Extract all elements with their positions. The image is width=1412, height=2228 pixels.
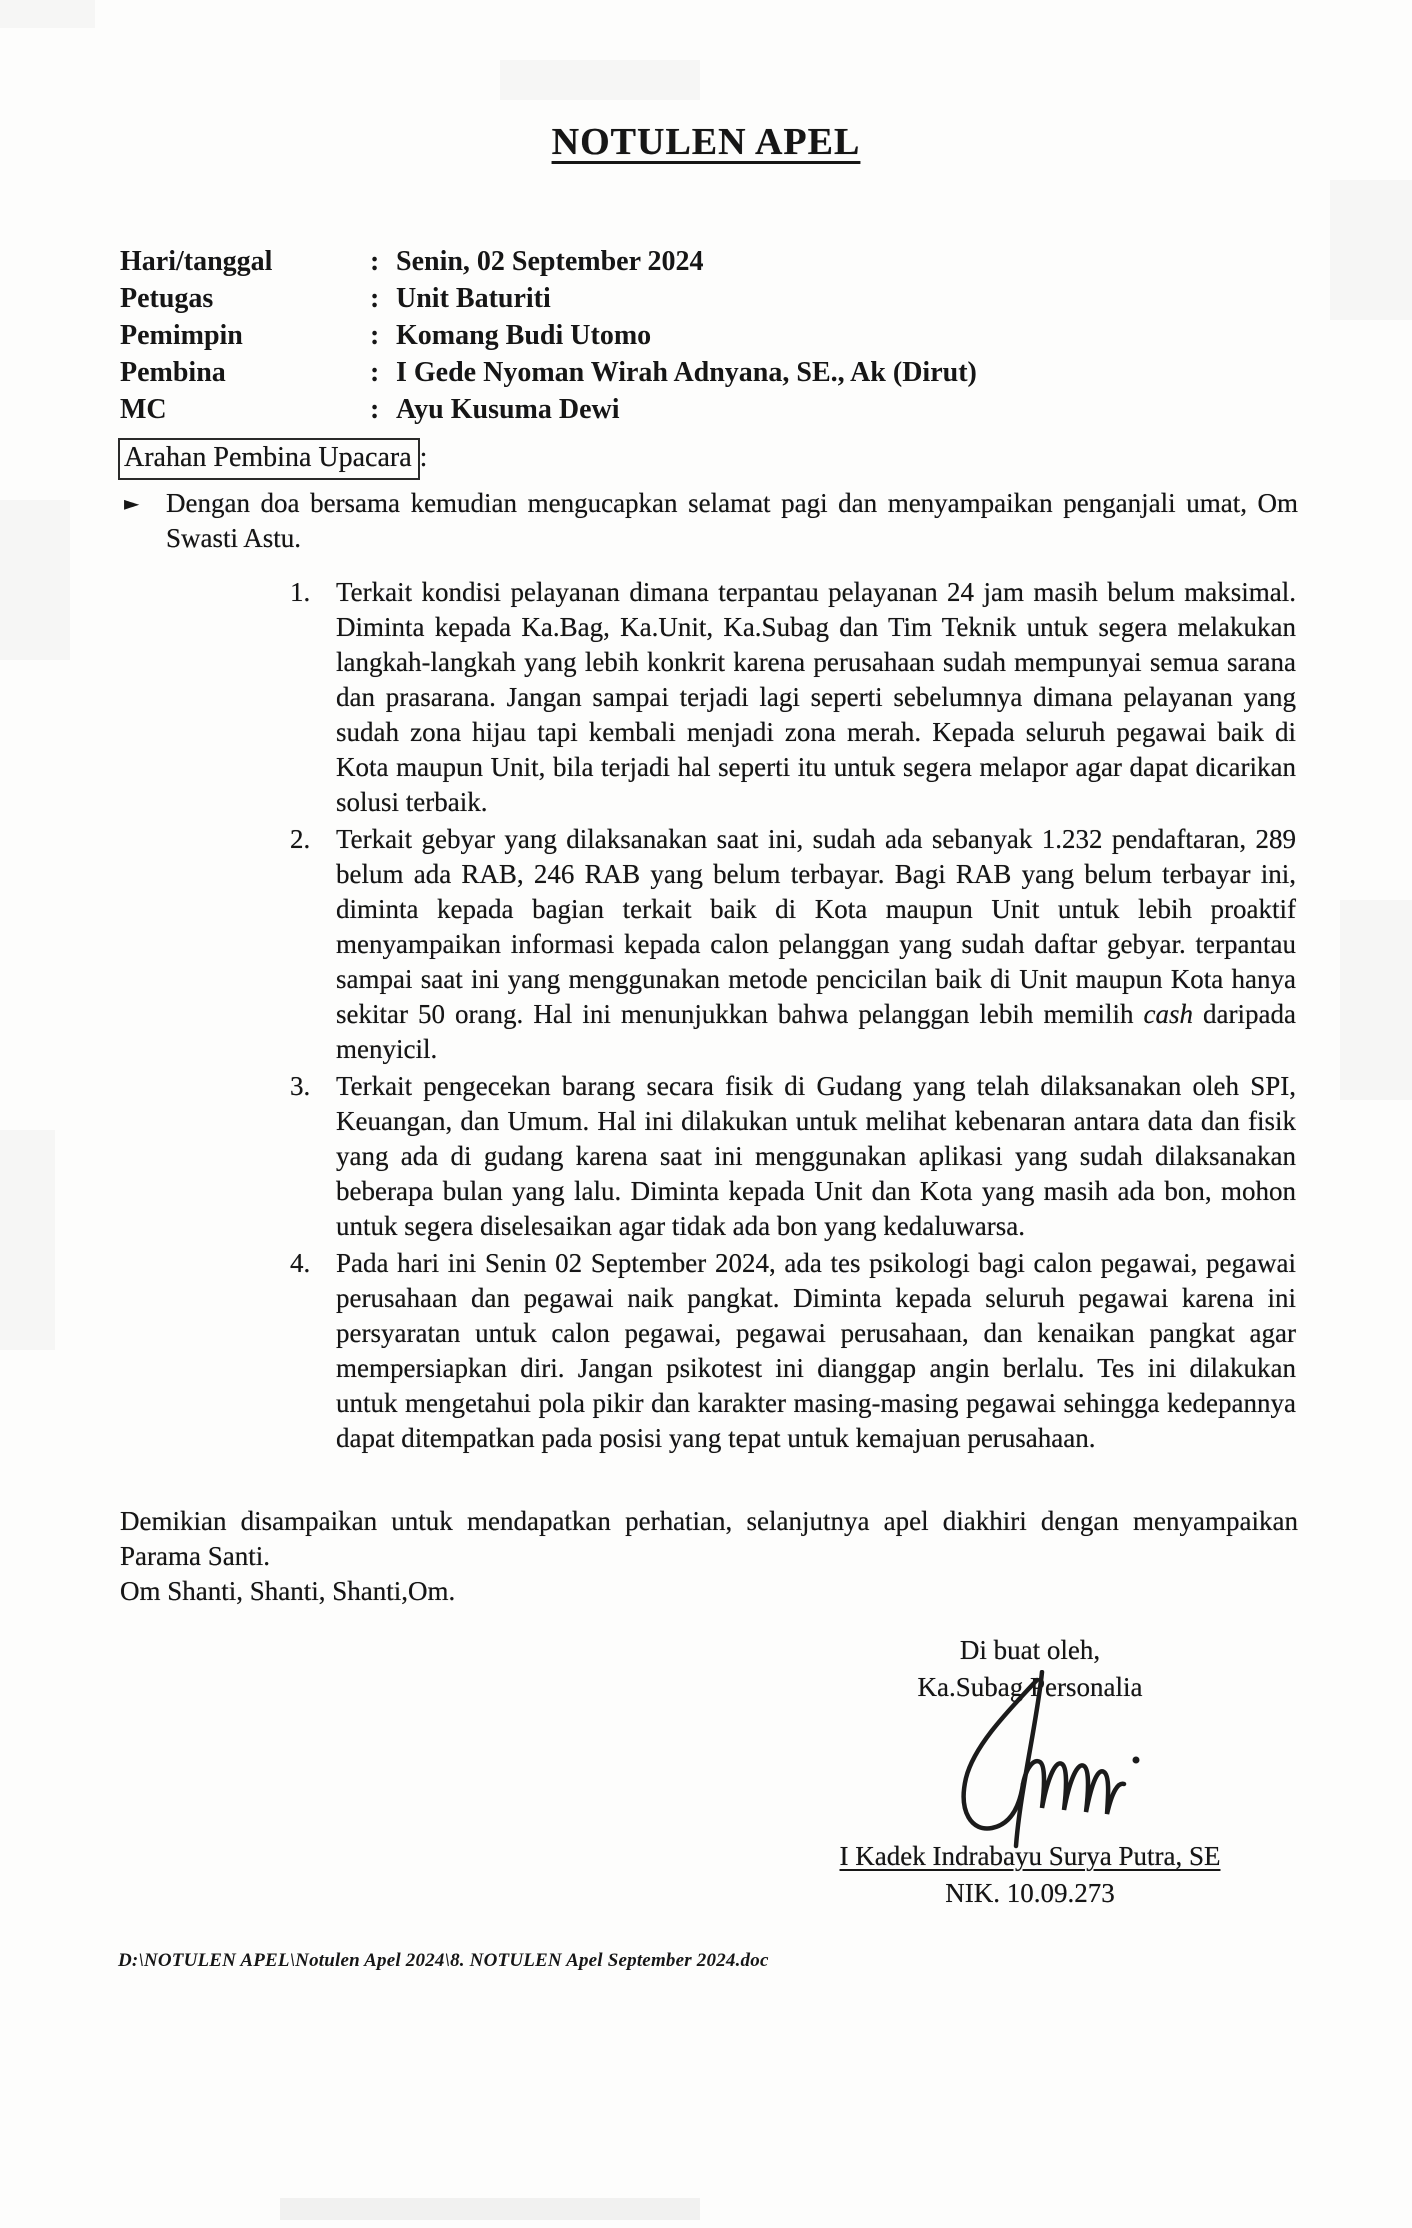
closing-paragraph: Demikian disampaikan untuk mendapatkan perhatian, selanjutnya apel diakhiri dengan menyampaikan Parama Santi. [120, 1506, 1298, 1571]
scan-artifact [1330, 180, 1412, 320]
point-text-segment: daripada menyicil. [336, 999, 1296, 1064]
meta-colon: : [370, 246, 380, 277]
signature-block [830, 1632, 1230, 1912]
meta-value: Unit Baturiti [396, 283, 551, 314]
section-heading-colon: : [419, 442, 428, 473]
point-3 [120, 1069, 1298, 1244]
point-number: 2. [290, 824, 311, 854]
signature-nik: NIK. 10.09.273 [945, 1878, 1115, 1908]
point-text: Terkait kondisi pelayanan dimana terpantau pelayanan 24 jam masih belum maksimal. Diminta kepada Ka.Bag, Ka.Unit, Ka.Subag dan Tim Teknik untuk segera melakukan langkah-langkah yang lebih konkrit karena perusahaan sudah mempunyai semua sarana dan prasarana. Jangan sampai terjadi lagi seperti sebelumnya dimana pelayanan yang sudah zona hijau tapi kembali menjadi zona merah. Kepada seluruh pegawai baik di Kota maupun Unit, bila terjadi hal seperti itu untuk segera melapor agar dapat dicarikan solusi terbaik. [336, 577, 1296, 817]
point-text [336, 822, 1296, 1067]
page-title-text: NOTULEN APEL [551, 121, 861, 163]
closing-mantra: Om Shanti, Shanti, Shanti,Om. [120, 1576, 456, 1606]
meta-block [120, 243, 977, 428]
point-text-italic-segment: cash [1143, 999, 1193, 1029]
meta-value: I Gede Nyoman Wirah Adnyana, SE., Ak (Dirut) [396, 357, 977, 388]
meta-colon: : [370, 357, 380, 388]
scan-artifact [280, 2198, 700, 2220]
footer-file-path: D:\NOTULEN APEL\Notulen Apel 2024\8. NOTULEN Apel September 2024.doc [118, 1950, 769, 1971]
point-number: 1. [290, 577, 311, 607]
meta-row-pembina [120, 354, 977, 391]
meta-colon: : [370, 394, 380, 425]
signature-name: I Kadek Indrabayu Surya Putra, SE [839, 1841, 1221, 1871]
meta-label: Hari/tanggal [120, 246, 273, 277]
point-text: Pada hari ini Senin 02 September 2024, ada tes psikologi bagi calon pegawai, pegawai perusahaan dan pegawai naik pangkat. Diminta kepada seluruh pegawai karena ini persyaratan untuk calon pegawai, pegawai perusahaan, dan kenaikan pangkat agar mempersiapkan diri. Jangan psikotest ini dianggap angin berlalu. Tes ini dilakukan untuk mengetahui pola pikir dan karakter masing-masing pegawai sehingga kedepannya dapat ditempatkan pada posisi yang tepat untuk kemajuan perusahaan. [336, 1248, 1296, 1453]
closing-block [120, 1504, 1298, 1609]
point-number: 3. [290, 1071, 311, 1101]
point-text: Terkait pengecekan barang secara fisik di Gudang yang telah dilaksanakan oleh SPI, Keuangan, dan Umum. Hal ini dilakukan untuk melihat kebenaran antara data dan fisik yang ada di gudang karena saat ini menggunakan aplikasi yang sudah dilaksanakan beberapa bulan yang lalu. Diminta kepada Unit dan Kota yang masih ada bon, mohon untuk segera diselesaikan agar tidak ada bon yang kedaluwarsa. [336, 1071, 1296, 1241]
scan-artifact [1340, 900, 1412, 1100]
section-heading [118, 438, 427, 480]
signature-position-label: Ka.Subag Personalia [917, 1672, 1143, 1702]
page-title [0, 120, 1412, 164]
numbered-points-list [120, 575, 1298, 1458]
meta-colon: : [370, 320, 380, 351]
point-text-segment: Terkait gebyar yang dilaksanakan saat ini, sudah ada sebanyak 1.232 pendaftaran, 289 belum ada RAB, 246 RAB yang belum terbayar. Bagi RAB yang belum terbayar ini, diminta kepada bagian terkait baik di Kota maupun Unit untuk lebih proaktif menyampaikan informasi kepada calon pelanggan yang sudah daftar gebyar. terpantau sampai saat ini yang menggunakan metode pencicilan baik di Unit maupun Kota hanya sekitar 50 orang. Hal ini menunjukkan bahwa pelanggan lebih memilih [336, 824, 1296, 1029]
point-4 [120, 1246, 1298, 1456]
bullet-text: Dengan doa bersama kemudian mengucapkan selamat pagi dan menyampaikan penganjali umat, Om Swasti Astu. [166, 488, 1298, 553]
section-heading-boxed-text: Arahan Pembina Upacara [118, 438, 420, 480]
signature-made-by-label: Di buat oleh, [959, 1635, 1101, 1665]
scan-artifact [0, 1130, 55, 1350]
point-2 [120, 822, 1298, 1067]
meta-row-mc [120, 391, 977, 428]
point-number: 4. [290, 1248, 311, 1278]
meta-value: Ayu Kusuma Dewi [396, 394, 620, 425]
meta-row-petugas [120, 280, 977, 317]
meta-label: Pemimpin [120, 320, 243, 351]
meta-label: Pembina [120, 357, 226, 388]
point-1 [120, 575, 1298, 820]
meta-row-hari-tanggal [120, 243, 977, 280]
scan-artifact [0, 500, 70, 660]
scan-artifact [500, 60, 700, 100]
meta-colon: : [370, 283, 380, 314]
meta-value: Senin, 02 September 2024 [396, 246, 704, 277]
scan-artifact [0, 0, 95, 28]
meta-value: Komang Budi Utomo [396, 320, 652, 351]
arrow-bullet-icon: ► [124, 491, 140, 515]
handwritten-signature [922, 1670, 1142, 1852]
meta-label: MC [120, 394, 167, 425]
bullet-item [120, 486, 1298, 556]
meta-label: Petugas [120, 283, 214, 314]
meta-row-pemimpin [120, 317, 977, 354]
